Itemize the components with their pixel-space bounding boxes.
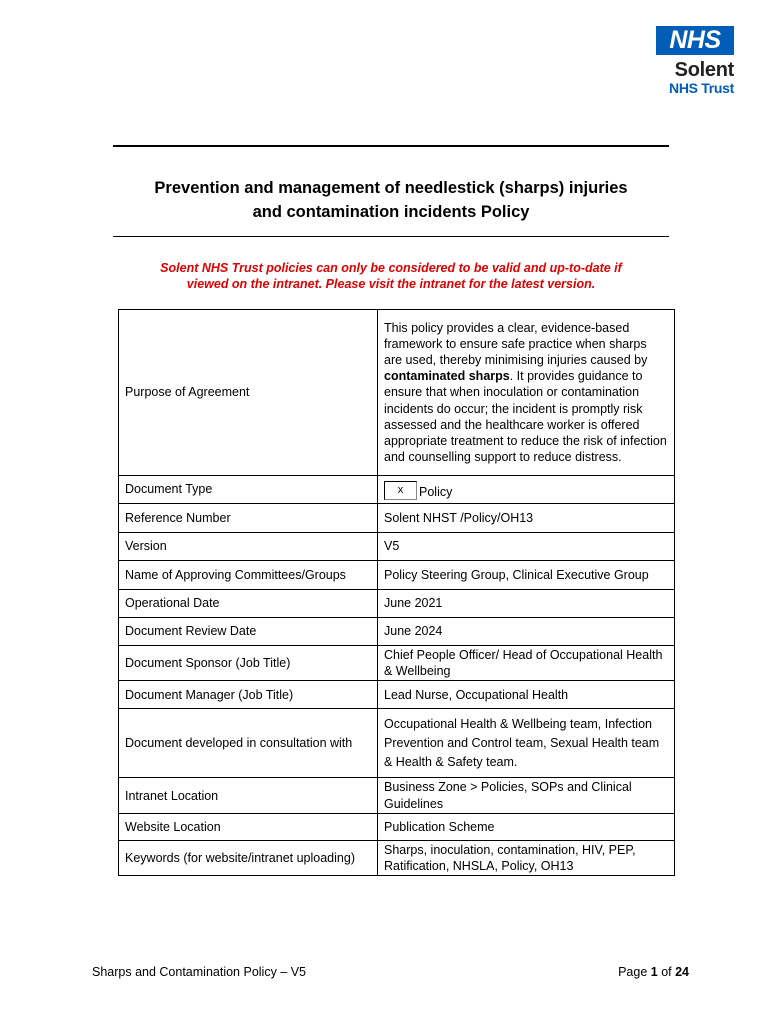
table-row-document-manager (119, 681, 675, 709)
table-row-review-date (119, 618, 675, 646)
table-row-operational-date (119, 590, 675, 618)
reference-number-label: Reference Number (119, 504, 378, 533)
document-title-line-1: Prevention and management of needlestick (sharps) injuries (154, 179, 628, 197)
review-date-value: June 2024 (378, 618, 675, 646)
table-row-reference-number (119, 504, 675, 533)
operational-date-label: Operational Date (119, 590, 378, 618)
document-manager-label: Document Manager (Job Title) (119, 681, 378, 709)
approving-committees-value: Policy Steering Group, Clinical Executive Group (378, 561, 675, 590)
table-row-intranet-location (119, 778, 675, 813)
keywords-label: Keywords (for website/intranet uploading) (119, 840, 378, 875)
intranet-location-label: Intranet Location (119, 778, 378, 813)
document-manager-value: Lead Nurse, Occupational Health (378, 681, 675, 709)
table-row-website-location (119, 813, 675, 840)
title-rule-top (113, 145, 669, 147)
version-label: Version (119, 533, 378, 561)
document-title-line-2: and contamination incidents Policy (252, 203, 530, 221)
document-type-value (378, 476, 675, 504)
document-sponsor-value: Chief People Officer/ Head of Occupational Health & Wellbeing (378, 646, 675, 681)
logo-trust-label: NHS Trust (669, 80, 734, 96)
table-row-version (119, 533, 675, 561)
validity-notice-line-2: viewed on the intranet. Please visit the intranet for the latest version. (186, 277, 596, 291)
document-sponsor-label: Document Sponsor (Job Title) (119, 646, 378, 681)
footer-current-page: 1 (650, 965, 658, 979)
validity-notice (113, 260, 669, 292)
purpose-text-end: . It provides guidance to ensure that when inoculation or contamination incidents do occur; the incident is promptly risk assessed and the healthcare worker is offered appropriate treatment to reduce the risk of infection and counselling support to reduce distress. (384, 369, 667, 465)
table-row-document-type (119, 476, 675, 504)
footer-total-pages: 24 (675, 965, 689, 979)
operational-date-value: June 2021 (378, 590, 675, 618)
nhs-logo (656, 26, 734, 96)
reference-number-value: Solent NHST /Policy/OH13 (378, 504, 675, 533)
policy-checkbox-label: Policy (419, 484, 453, 499)
document-info-table (118, 309, 675, 876)
keywords-value: Sharps, inoculation, contamination, HIV, PEP, Ratification, NHSLA, Policy, OH13 (378, 840, 675, 875)
table-row-purpose (119, 310, 675, 476)
approving-committees-label: Name of Approving Committees/Groups (119, 561, 378, 590)
consultation-label: Document developed in consultation with (119, 709, 378, 778)
review-date-label: Document Review Date (119, 618, 378, 646)
website-location-value: Publication Scheme (378, 813, 675, 840)
footer-of-word: of (657, 965, 676, 979)
purpose-text-start: This policy provides a clear, evidence-based framework to ensure safe practice when sharps are used, thereby minimising injuries caused by (384, 320, 648, 367)
table-row-keywords (119, 840, 675, 875)
purpose-value (378, 310, 675, 476)
consultation-value: Occupational Health & Wellbeing team, Infection Prevention and Control team, Sexual Health team & Health & Safety team. (378, 709, 675, 778)
purpose-text-bold: contaminated sharps (384, 369, 510, 384)
purpose-label: Purpose of Agreement (119, 310, 378, 476)
footer-document-name: Sharps and Contamination Policy – V5 (92, 965, 307, 979)
nhs-logo-mark: NHS (656, 26, 734, 55)
table-row-document-sponsor (119, 646, 675, 681)
title-rule-bottom (113, 236, 669, 237)
intranet-location-value: Business Zone > Policies, SOPs and Clinical Guidelines (378, 778, 675, 813)
validity-notice-line-1: Solent NHS Trust policies can only be considered to be valid and up-to-date if (160, 261, 622, 275)
policy-checkbox[interactable]: x (384, 481, 417, 500)
logo-organisation-name: Solent (674, 59, 734, 81)
table-row-approving-committees (119, 561, 675, 590)
document-title (113, 176, 669, 224)
version-value: V5 (378, 533, 675, 561)
footer-page-number (618, 964, 689, 980)
table-row-consultation (119, 709, 675, 778)
document-type-label: Document Type (119, 476, 378, 504)
footer-page-word: Page (618, 965, 651, 979)
website-location-label: Website Location (119, 813, 378, 840)
